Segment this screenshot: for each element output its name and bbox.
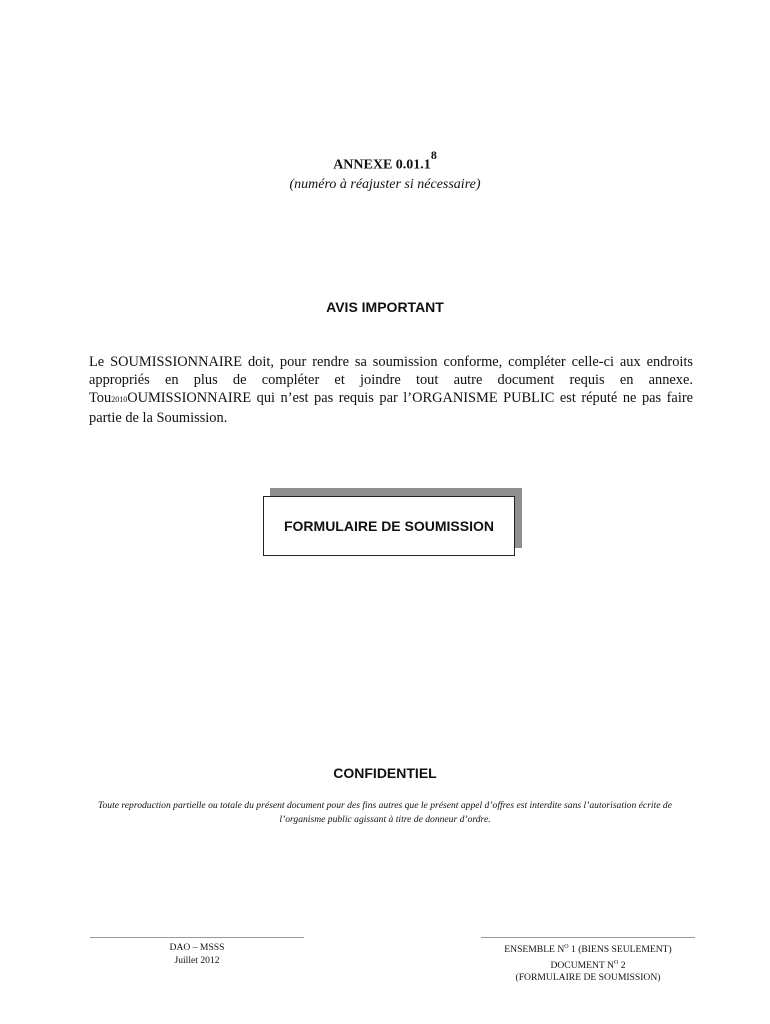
footer-right-line1-suffix: 1 (BIENS SEULEMENT) bbox=[568, 944, 672, 956]
avis-body-part2: OUMISSIONNAIRE qui n’est pas requis par l’ORGANISME PUBLIC est réputé ne pas faire partie de la Soumission. bbox=[89, 390, 693, 426]
footer-right-rule bbox=[481, 937, 695, 938]
annexe-title: ANNEXE 0.01.1 bbox=[333, 157, 431, 173]
footer-right bbox=[481, 941, 695, 985]
avis-important-body bbox=[89, 353, 693, 427]
footer-left-line1: DAO – MSSS bbox=[169, 942, 225, 953]
footer-right-line1-prefix: ENSEMBLE N bbox=[504, 944, 565, 956]
avis-body-part1: Le SOUMISSIONNAIRE doit, pour rendre sa soumission conforme, compléter celle-ci aux endroits appropriés en plus de compléter et joindre tout autre document requis en annexe. Tou bbox=[89, 354, 693, 406]
footer-right-line1 bbox=[481, 941, 695, 957]
confidentiel-note: Toute reproduction partielle ou totale du présent document pour des fins autres que le présent appel d’offres est interdite sans l’autorisation écrite de l’organisme public agissant à titre de donneur d’ordre. bbox=[98, 800, 672, 825]
annexe-note: (numéro à réajuster si nécessaire) bbox=[289, 177, 481, 192]
footer-right-line2-sup: O bbox=[613, 959, 619, 966]
annexe-footnote-mark: 8 bbox=[430, 148, 437, 162]
annexe-heading bbox=[0, 148, 770, 174]
form-title-label: FORMULAIRE DE SOUMISSION bbox=[283, 518, 494, 534]
footer-right-line3: (FORMULAIRE DE SOUMISSION) bbox=[515, 972, 661, 984]
avis-important-title: AVIS IMPORTANT bbox=[326, 299, 444, 315]
form-title-box bbox=[263, 496, 515, 556]
avis-body-small: 2010 bbox=[111, 395, 128, 404]
footer-right-line1-sup: O bbox=[564, 944, 569, 950]
footer-right-line2 bbox=[481, 957, 695, 973]
footer-right-line2-suffix: 2 bbox=[618, 959, 626, 971]
footer-left-line2: Juillet 2012 bbox=[174, 955, 220, 966]
footer-right-line2-prefix: DOCUMENT N bbox=[550, 959, 614, 971]
confidentiel-title: CONFIDENTIEL bbox=[333, 765, 437, 781]
footer-left bbox=[90, 941, 304, 967]
footer-left-rule bbox=[90, 937, 304, 938]
